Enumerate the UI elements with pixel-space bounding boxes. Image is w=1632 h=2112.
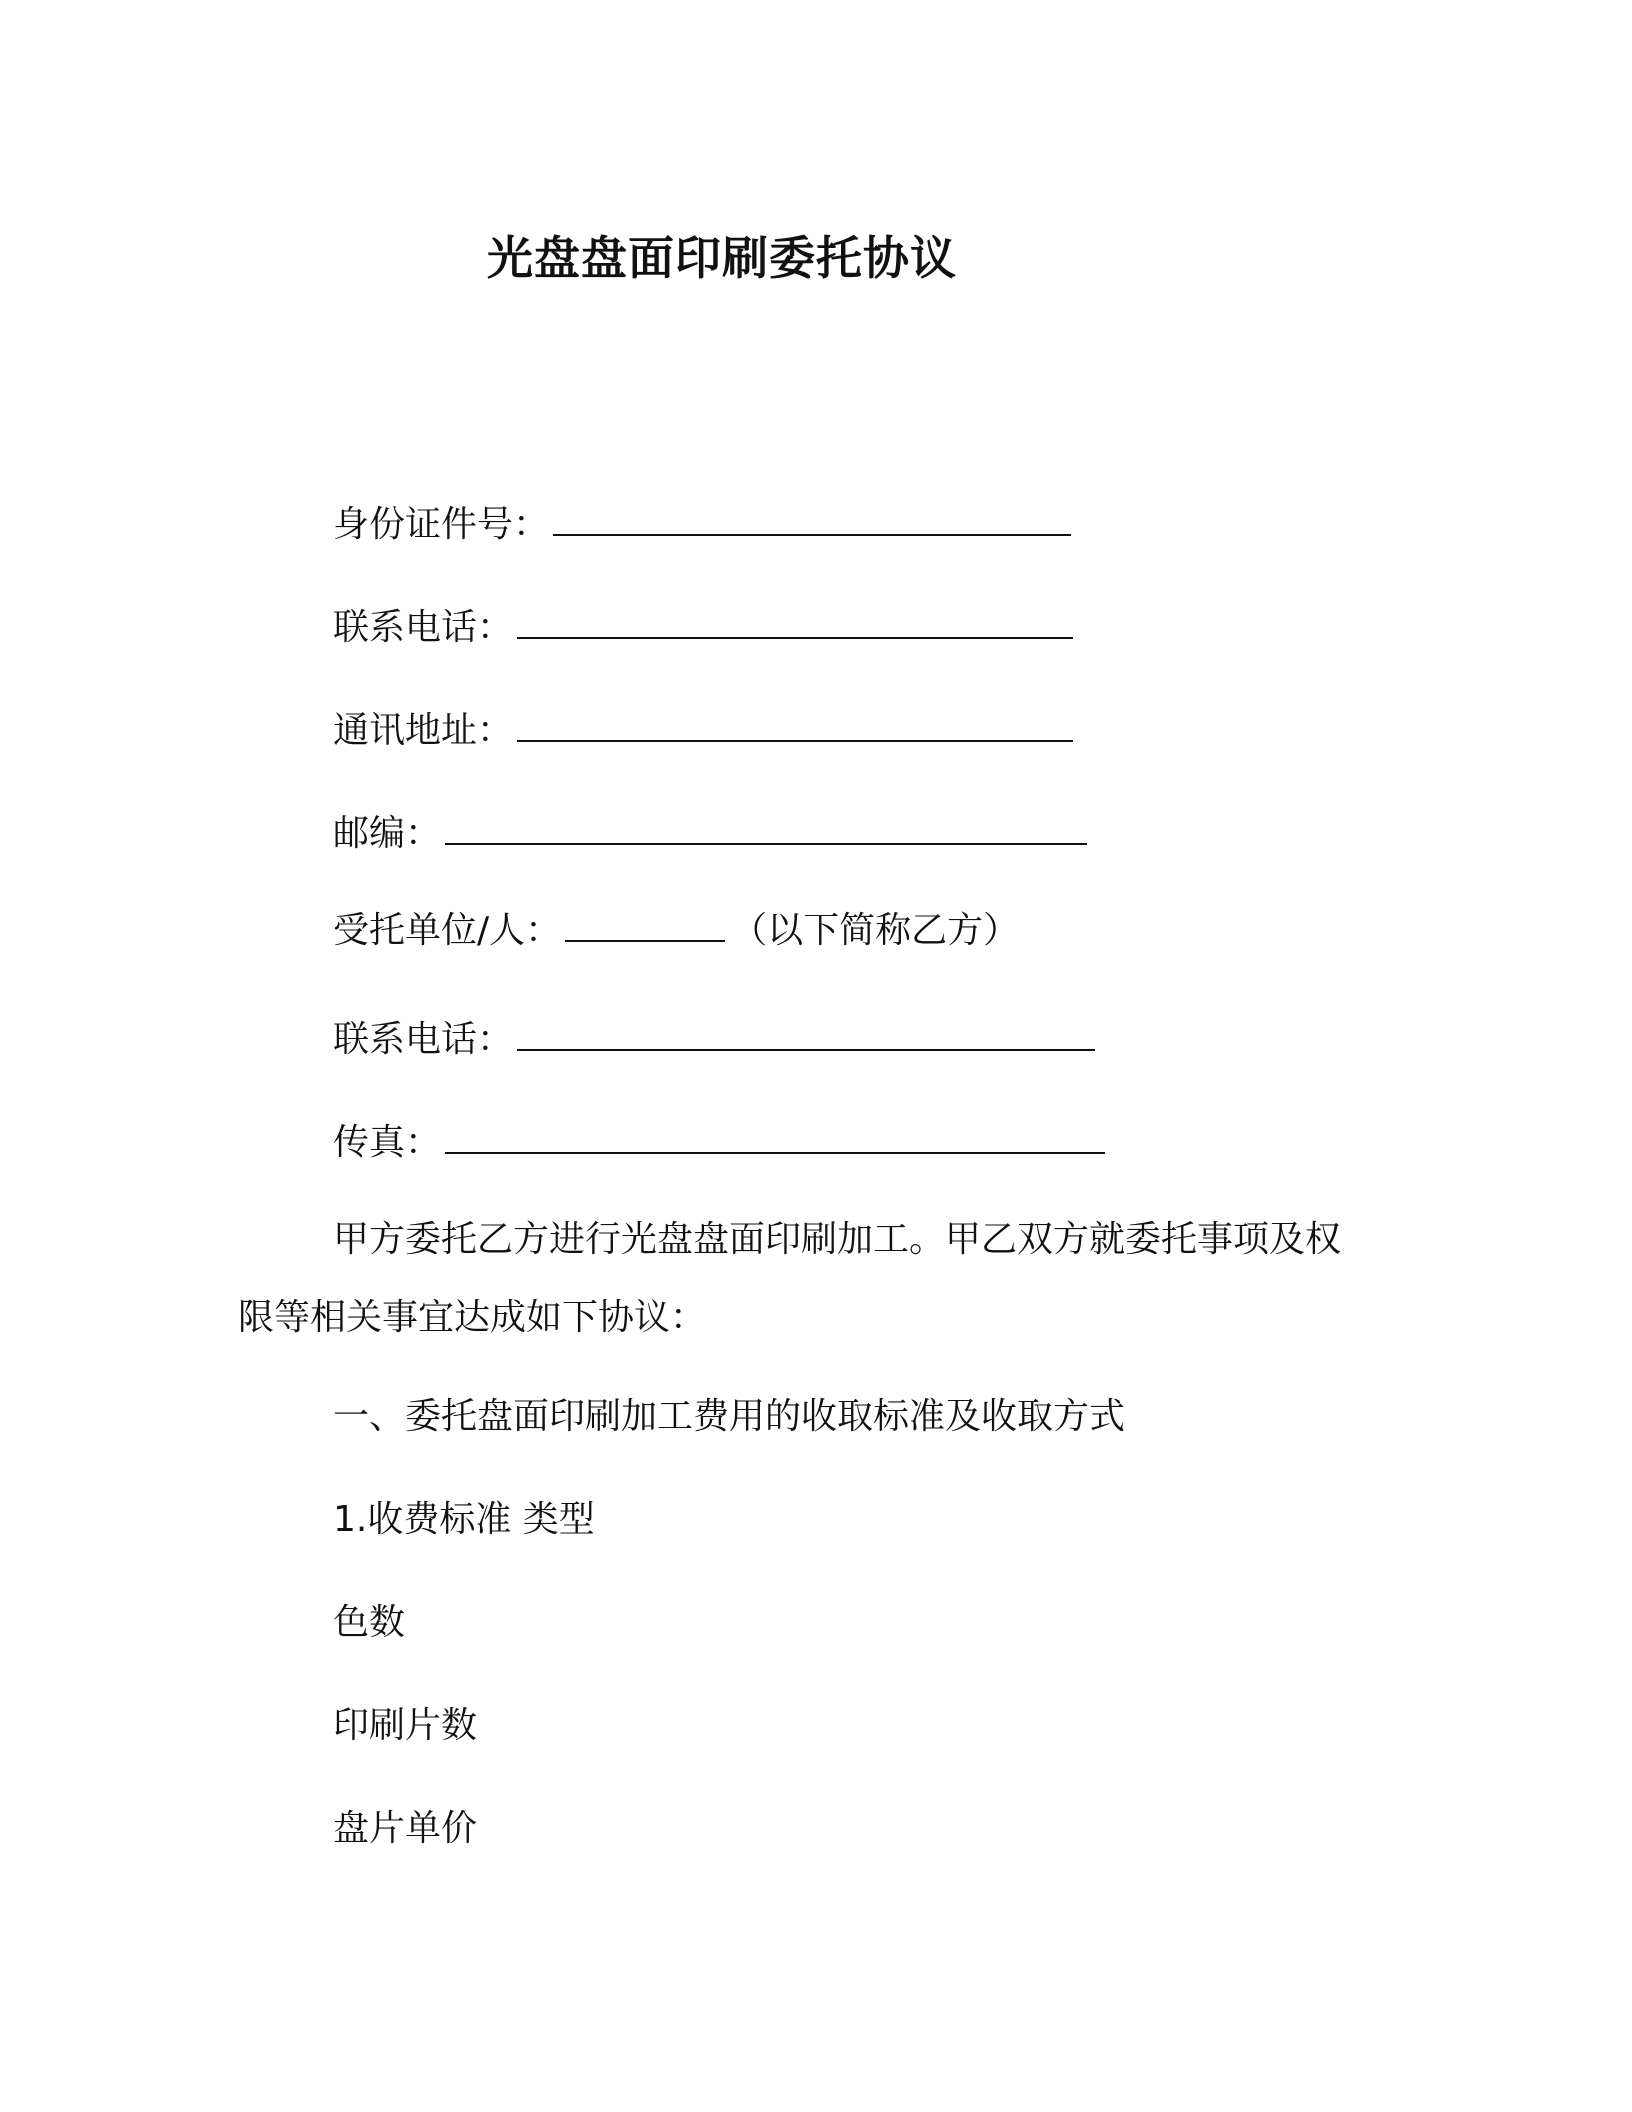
intro-paragraph-line-2: 限等相关事宜达成如下协议： [238,1297,707,1338]
field-label: 联系电话： [333,1019,514,1060]
field-label: 通讯地址： [333,710,514,751]
item-color-count: 色数 [333,1602,406,1643]
intro-paragraph-line-1: 甲方委托乙方进行光盘盘面印刷加工。甲乙双方就委托事项及权 [333,1219,1342,1260]
fill-blank [553,500,1071,536]
field-address [333,706,1073,756]
fill-blank [565,906,725,942]
fill-blank [517,1015,1095,1051]
field-phone-2 [333,1015,1095,1065]
section-1-heading: 一、委托盘面印刷加工费用的收取标准及收取方式 [333,1396,1126,1437]
field-trustee [333,906,1019,956]
field-id-number [333,500,1071,550]
fill-blank [445,809,1087,845]
document-title: 光盘盘面印刷委托协议 [487,231,957,285]
item-fee-standard: 1.收费标准 类型 [333,1499,595,1540]
field-fax [333,1118,1105,1168]
field-label: 受托单位/人： [333,910,562,951]
field-label: 联系电话： [333,607,514,648]
fill-blank [517,706,1073,742]
field-postcode [333,809,1087,859]
field-suffix: （以下简称乙方） [731,910,1020,951]
field-phone [333,603,1073,653]
fill-blank [517,603,1073,639]
field-label: 身份证件号： [333,504,550,545]
field-label: 传真： [333,1122,442,1163]
item-disc-unit-price: 盘片单价 [333,1808,478,1849]
field-label: 邮编： [333,813,442,854]
fill-blank [445,1118,1105,1154]
item-print-quantity: 印刷片数 [333,1705,478,1746]
